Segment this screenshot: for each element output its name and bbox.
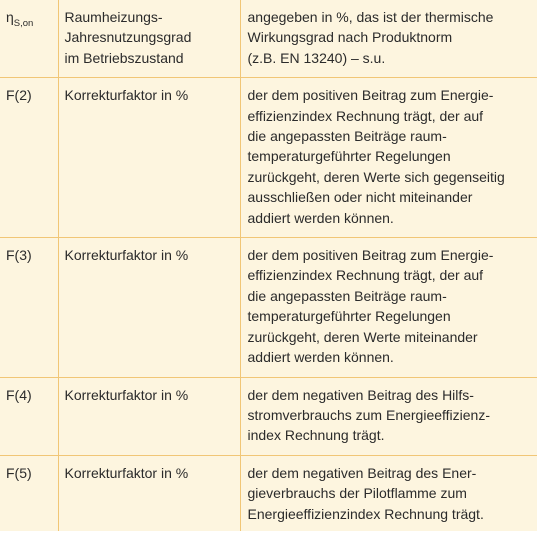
description-text: Raumheizungs- Jahresnutzungsgrad im Betriebszustand [64,9,192,66]
description-text: Korrekturfaktor in % [64,464,189,481]
description-cell [58,238,240,377]
symbol-cell [0,377,58,455]
table-row [0,78,537,238]
symbol-text: F(5) [6,464,32,481]
description-cell [58,0,240,78]
table-row [0,377,537,455]
description-cell [58,455,240,533]
description-text: Korrekturfaktor in % [64,386,189,403]
definition-text: der dem negativen Beitrag des Hilfs- stromverbrauchs zum Energieeffizienz- index Rechnung trägt. [247,386,491,444]
symbol-subscript: S,on [13,18,34,29]
definition-cell [240,78,537,238]
definition-cell [240,455,537,533]
definition-cell [240,0,537,78]
symbol-cell [0,0,58,78]
table-row [0,238,537,377]
symbol-main: η [6,9,14,25]
symbol-cell [0,78,58,238]
table-row [0,0,537,78]
definition-text: angegeben in %, das ist der thermische Wirkungsgrad nach Produktnorm (z.B. EN 13240) – s.u. [247,9,494,66]
symbol-text: F(4) [6,386,32,403]
description-cell [58,377,240,455]
definition-text: der dem negativen Beitrag des Ener- gieverbrauchs der Pilotflamme zum Energieeffizienzindex Rechnung trägt. [247,464,484,522]
symbol-cell [0,455,58,533]
description-cell [58,78,240,238]
description-text: Korrekturfaktor in % [64,87,189,104]
definition-text: der dem positiven Beitrag zum Energie- effizienzindex Rechnung trägt, der auf die angepassten Beiträge raum- temperaturgeführter Regelungen zurückgeht, deren Werte miteinander addiert werden können. [247,247,494,366]
symbol-cell [0,238,58,377]
symbol-text: F(3) [6,247,32,264]
symbol-text: F(2) [6,87,32,104]
page-margin [0,531,537,541]
definition-cell [240,238,537,377]
description-text: Korrekturfaktor in % [64,247,189,264]
table-row [0,455,537,533]
definition-cell [240,377,537,455]
definition-text: der dem positiven Beitrag zum Energie- effizienzindex Rechnung trägt, der auf die angepassten Beiträge raum- temperaturgeführter Regelungen zurückgeht, deren Werte sich gegenseitig ausschließen oder nicht miteinander addiert werden können. [247,87,505,226]
